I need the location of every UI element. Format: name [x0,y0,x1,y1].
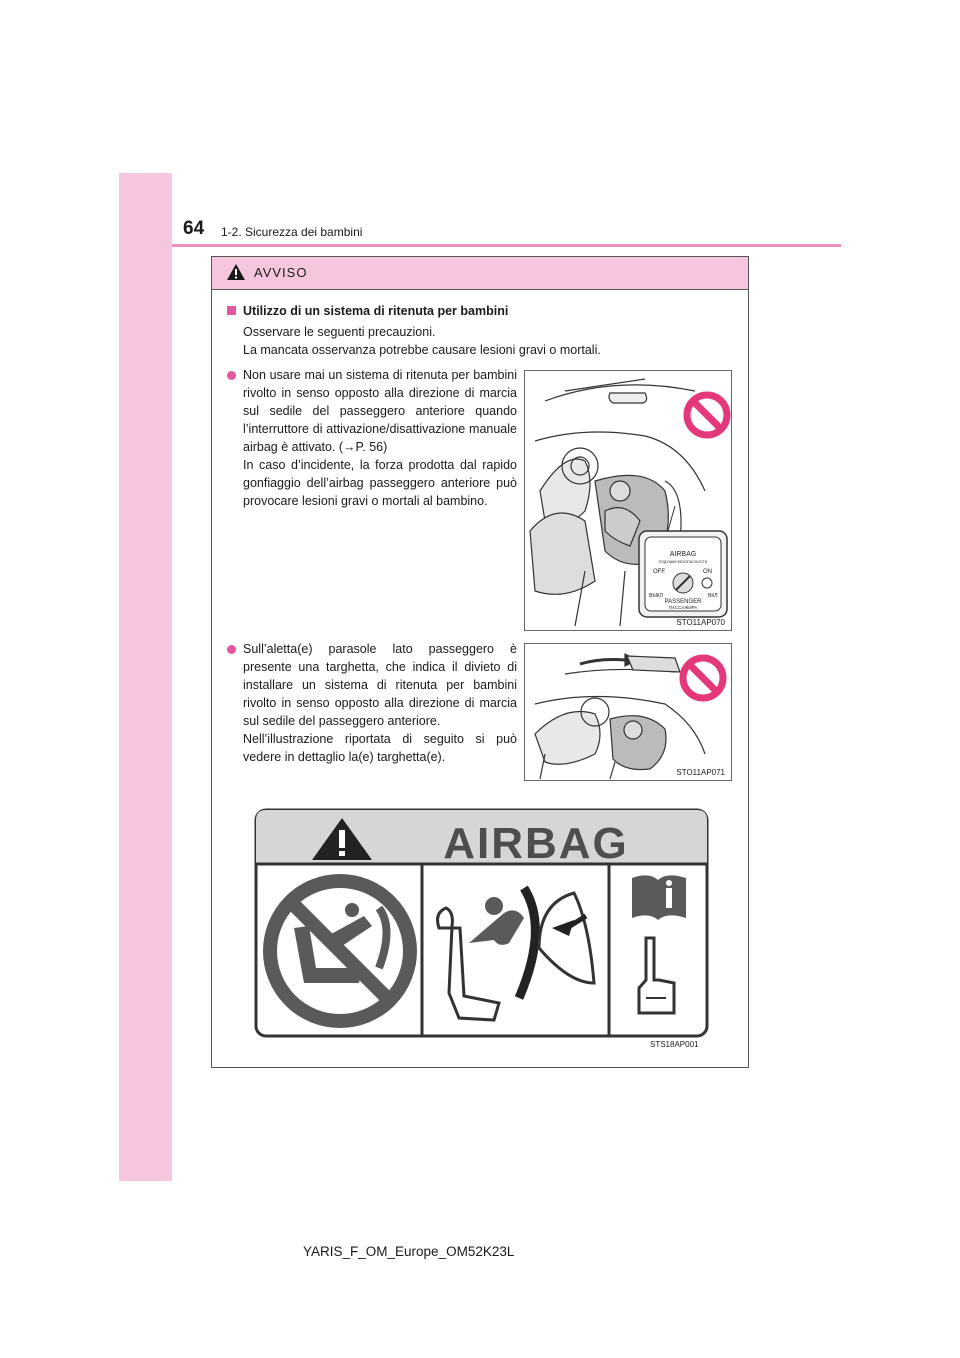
square-bullet-icon [227,306,236,315]
warning-icon [226,263,246,281]
car-interior-illustration [525,371,731,630]
figure-sun-visor [524,643,732,781]
figure-airbag-switch [524,370,732,631]
bullet-icon [227,645,236,654]
prohibition-icon [687,395,727,435]
figure-code: STS18AP001 [650,1040,699,1049]
bullet-item-1: Non usare mai un sistema di ritenuta per bambini rivolto in senso opposto alla direzione di marcia sul sedile del passeggero anteriore quando l’interruttore di attivazione/disattivazione manuale airbag è attivato. (→P. 56) In caso d’incidente, la forza prodotta dal rapido gonfiaggio dell’airbag passeggero anteriore può provocare lesioni gravi o mortali al bambino. [227,366,517,510]
svg-text:ПАССАЖИРА: ПАССАЖИРА [668,605,698,610]
bullet-item-2: Sull’aletta(e) parasole lato passeggero è presente una targhetta, che indica il divieto di installare un sistema di ritenuta per bambini rivolto in senso opposto alla direzione di marcia sul sedile del passeggero anteriore. Nell’illustrazione riportata di seguito si può vedere in dettaglio la(e) targhetta(e). [227,640,517,766]
svg-text:AIRBAG: AIRBAG [669,551,697,558]
warning-box [211,256,749,1068]
svg-text:ПОДУШКИ БЕЗОПАСНОСТИ: ПОДУШКИ БЕЗОПАСНОСТИ [658,560,708,564]
airbag-label-text: AIRBAG [443,819,629,868]
svg-text:OFF: OFF [653,569,665,575]
warning-title: AVVISO [254,265,308,280]
warning-intro: Osservare le seguenti precauzioni. La mancata osservanza potrebbe causare lesioni gravi o mortali. [243,325,601,357]
section-title: 1-2. Sicurezza dei bambini [221,225,363,239]
sun-visor-illustration [525,644,731,780]
bullet-icon [227,371,236,380]
svg-text:ВКЛ: ВКЛ [708,593,718,599]
warning-header [212,257,748,290]
page-number: 64 [183,218,205,239]
figure-code: STO11AP070 [676,618,725,627]
airbag-label-graphic [254,808,709,1038]
side-tab [119,173,172,1181]
svg-text:ВЫКЛ: ВЫКЛ [649,593,663,599]
figure-code: STO11AP071 [676,768,725,777]
svg-text:PASSENGER: PASSENGER [664,599,702,605]
warning-subtitle: Utilizzo di un sistema di ritenuta per bambini [227,304,508,318]
airbag-warning-label [254,808,709,1038]
header-rule [172,244,841,247]
document-id: YARIS_F_OM_Europe_OM52K23L [303,1244,515,1259]
svg-text:ON: ON [703,569,712,575]
prohibition-icon [683,658,723,698]
